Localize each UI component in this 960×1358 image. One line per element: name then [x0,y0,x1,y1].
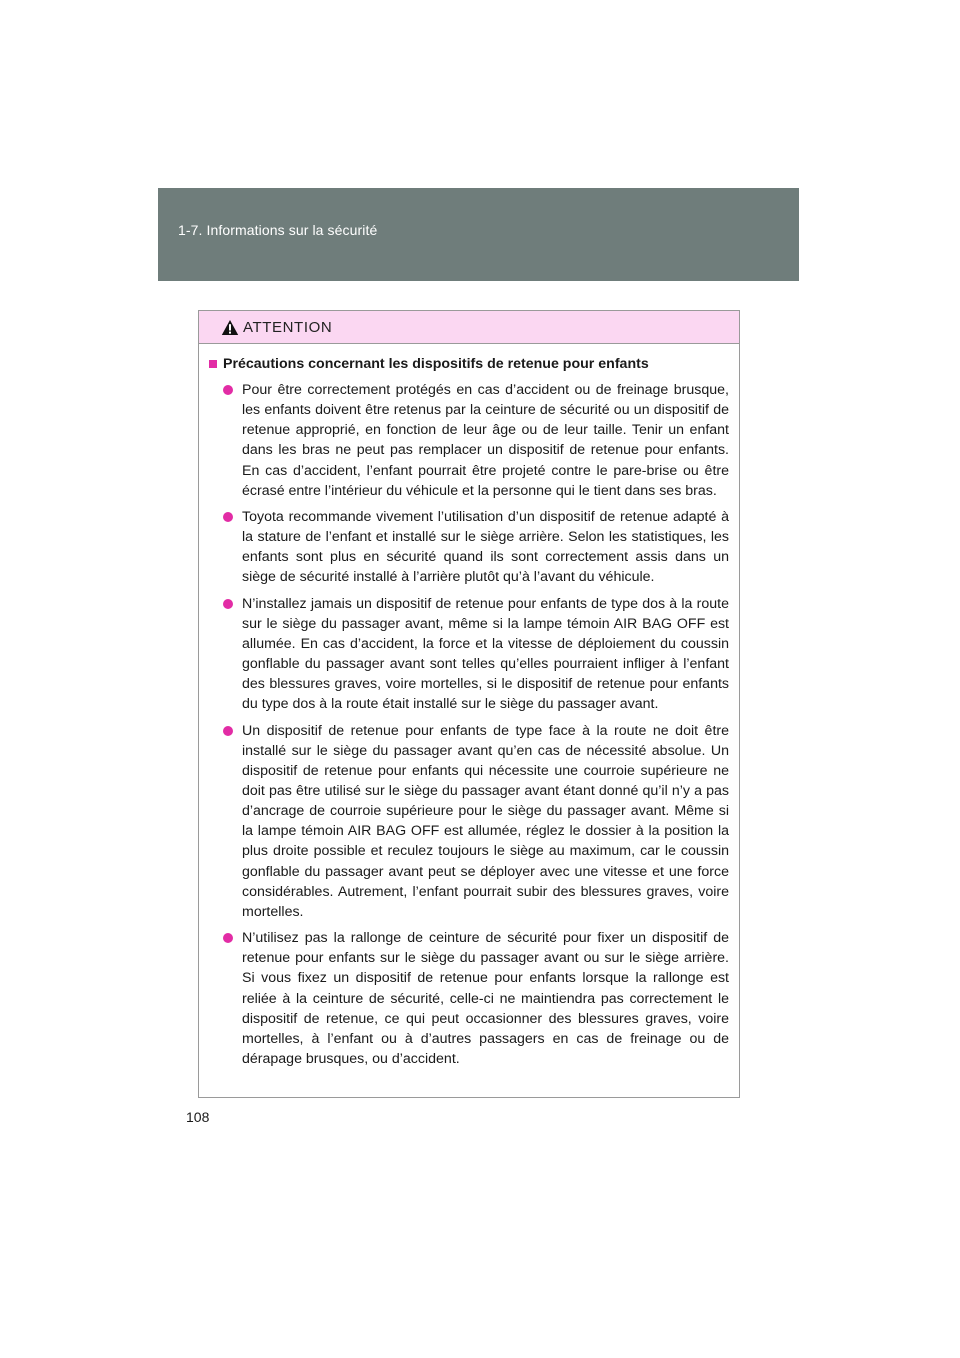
list-item [209,721,729,923]
list-item-text: Toyota recommande vivement l’utilisation d’un dispositif de retenue adapté à la stature de l’enfant et installé sur le siège arrière. Selon les statistiques, les enfants sont plus en sécurité quand ils sont correctement assis dans un siège de sécurité installé à l’arrière plutôt qu’à l’avant du véhicule. [242,508,729,586]
list-item [209,928,729,1069]
bullet-dot-icon [223,385,233,395]
warning-box [198,310,740,1098]
bullet-dot-icon [223,726,233,736]
section-title: 1-7. Informations sur la sécurité [178,222,378,238]
list-item [209,380,729,501]
bullet-dot-icon [223,512,233,522]
list-item-text: N’installez jamais un dispositif de retenue pour enfants de type dos à la route sur le siège du passager avant, même si la lampe témoin AIR BAG OFF est allumée. En cas d’accident, la force et la vitesse de déploiement du coussin gonflable du passager avant sont telles qu’elles pourraient infliger à l’enfant des blessures graves, voire mortelles, si le dispositif de retenue pour enfants du type dos à la route était installé sur le siège du passager avant. [242,595,729,713]
warning-content [199,344,739,1069]
section-header-band [158,188,799,281]
warning-triangle-icon [221,319,239,336]
bullet-dot-icon [223,599,233,609]
square-bullet-icon [209,360,217,368]
warning-subheading [209,354,729,374]
list-item [209,507,729,588]
list-item [209,594,729,715]
list-item-text: N’utilisez pas la rallonge de ceinture de sécurité pour fixer un dispositif de retenue pour enfants sur le siège du passager avant ou sur le siège arrière. Si vous fixez un dispositif de retenue pour enfants lorsque la rallonge est reliée à la ceinture de sécurité, celle-ci ne maintiendra pas correctement le dispositif de retenue, ce qui peut occasionner des blessures graves, voire mortelles, à l’enfant ou à d’autres passagers en cas de freinage ou de dérapage brusques, ou d’accident. [242,930,729,1067]
list-item-text: Pour être correctement protégés en cas d’accident ou de freinage brusque, les enfants doivent être retenus par la ceinture de sécurité ou un dispositif de retenue approprié, en fonction de leur âge ou de leur taille. Tenir un enfant dans les bras ne peut pas remplacer un dispositif de retenue pour enfants. En cas d’accident, l’enfant pourrait être projeté contre le pare-brise ou être écrasé entre l’intérieur du véhicule et la personne qui le tient dans ses bras. [242,382,729,499]
bullet-dot-icon [223,933,233,943]
warning-title: ATTENTION [243,319,333,336]
warning-subheading-text: Précautions concernant les dispositifs de retenue pour enfants [223,356,649,372]
warning-header [199,311,739,344]
page-number: 108 [186,1109,210,1125]
list-item-text: Un dispositif de retenue pour enfants de type face à la route ne doit être installé sur le siège du passager avant qu’en cas de nécessité absolue. Un dispositif de retenue pour enfants qui nécessite une courroie supérieure ne doit pas être utilisé sur le siège du passager avant étant donné qu’il n’y a pas d’ancrage de courroie supérieure pour le siège du passager avant. Même si la lampe témoin AIR BAG OFF est allumée, réglez le dossier à la position la plus droite possible et reculez toujours le siège au maximum, car le coussin gonflable du passager avant peut se déployer avec une vitesse et une force considérables. Autrement, l’enfant pourrait subir des blessures graves, voire mortelles. [242,722,729,920]
